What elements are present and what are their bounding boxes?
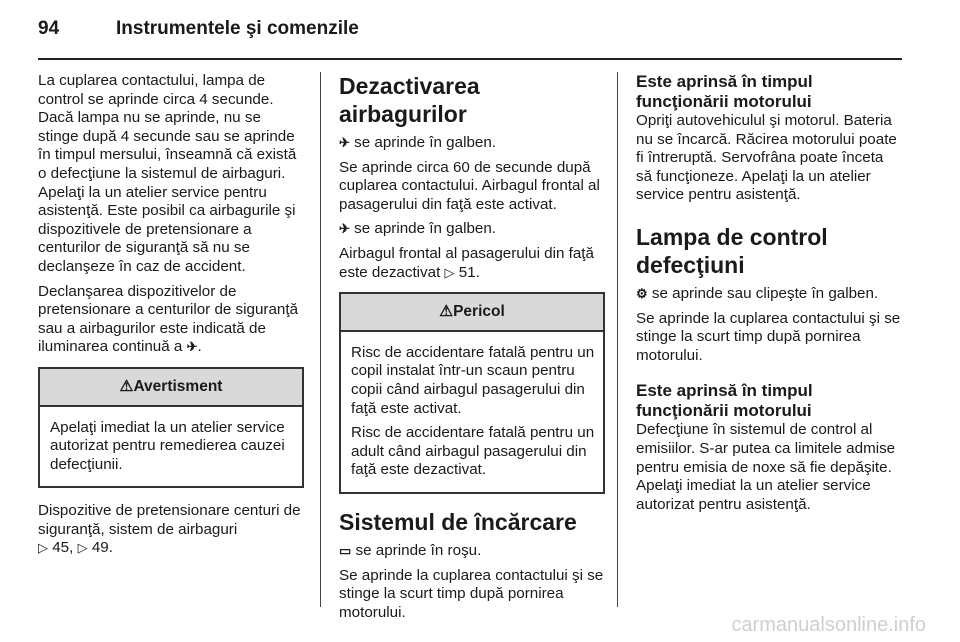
- danger-box-body: [341, 332, 603, 492]
- reference-arrow-icon: ▷: [444, 264, 455, 280]
- page-number: 94: [38, 18, 60, 39]
- section-heading: Dezactivarea airbagurilor: [339, 73, 480, 127]
- paragraph: Se aprinde la cuplarea contactului şi se stinge la scurt timp după pornirea motorului.: [636, 309, 901, 364]
- warning-text: Apelaţi imediat la un atelier service autorizat pentru remedierea cauzei defecţiunii.: [50, 418, 285, 473]
- paragraph: [38, 283, 304, 357]
- paragraph-text: se aprinde în galben.: [354, 134, 496, 151]
- paragraph: [636, 285, 902, 304]
- paragraph: Se aprinde circa 60 de secunde după cuplarea contactului. Airbagul frontal al pasagerului din faţă este activat.: [339, 158, 600, 213]
- column-1: [38, 72, 304, 564]
- warning-title: Avertisment: [133, 377, 223, 395]
- paragraph: Opriţi autovehiculul şi motorul. Bateria nu se încarcă. Răcirea motorului poate fi întreruptă. Servofrâna poate înceta să funcţioneze. Apelaţi la un atelier service pentru asistenţă.: [636, 112, 897, 204]
- paragraph-text: Airbagul frontal al pasagerului din faţă este dezactivat: [339, 244, 594, 281]
- warning-box-header: [40, 369, 302, 407]
- page-reference[interactable]: 49.: [91, 539, 113, 557]
- warning-triangle-icon: ⚠: [119, 377, 134, 395]
- subsection-heading: Este aprinsă în timpul funcţionării motorului: [636, 72, 813, 111]
- section-heading: Lampa de control defecţiuni: [636, 223, 828, 278]
- danger-box-header: [341, 294, 603, 332]
- paragraph: [38, 502, 304, 558]
- watermark: carmanualsonline.info: [731, 614, 926, 636]
- page-reference[interactable]: 45,: [52, 539, 74, 557]
- danger-text: Risc de accidentare fatală pentru un copil instalat într-un scaun pentru copii când airbagul pasagerului din faţă este activat.: [351, 343, 595, 417]
- paragraph-text: se aprinde în roşu.: [355, 541, 482, 559]
- danger-text: Risc de accidentare fatală pentru un adult când airbagul pasagerului din faţă este dezactivat.: [351, 424, 595, 479]
- engine-icon: ⚙: [636, 285, 648, 301]
- paragraph: Se aprinde la cuplarea contactului şi se stinge la scurt timp după pornirea motorului.: [339, 566, 604, 621]
- airbag-on-icon: ✈: [339, 135, 350, 150]
- danger-title: Pericol: [453, 303, 505, 321]
- column-divider: [320, 72, 321, 607]
- warning-box-body: [40, 407, 302, 487]
- reference-arrow-icon: ▷: [38, 540, 48, 556]
- page-title: Instrumentele şi comenzile: [116, 18, 359, 39]
- paragraph: [339, 134, 605, 153]
- reference-arrow-icon: ▷: [77, 540, 88, 556]
- paragraph-text: se aprinde în galben.: [354, 220, 496, 238]
- column-3: [636, 72, 902, 520]
- battery-icon: ▭: [339, 542, 352, 558]
- paragraph-text: se aprinde sau clipeşte în galben.: [651, 284, 879, 302]
- paragraph: [339, 220, 605, 239]
- paragraph-end: .: [197, 338, 202, 356]
- paragraph-text: Declanşarea dispozitivelor de pretensionare a centurilor de siguranţă sau a airbagurilor este indicată de iluminarea continuă a: [38, 282, 299, 356]
- column-2: [339, 72, 605, 628]
- page-reference[interactable]: 51.: [458, 263, 480, 281]
- warning-box: [38, 367, 304, 488]
- page-header: [38, 18, 359, 40]
- airbag-off-icon: ✈: [339, 221, 350, 237]
- paragraph: [339, 245, 605, 282]
- paragraph: Defecţiune în sistemul de control al emisiilor. S-ar putea ca limitele admise pentru emisia de noxe să fie depăşite. Apelaţi imediat la un atelier service autorizat pentru asistenţă.: [636, 421, 896, 513]
- airbag-icon: ✈: [186, 339, 198, 355]
- paragraph-text: Dispozitive de pretensionare centuri de siguranţă, sistem de airbaguri: [38, 502, 301, 538]
- paragraph: La cuplarea contactului, lampa de control se aprinde circa 4 secunde. Dacă lampa nu se aprinde, nu se stinge după 4 secunde sau se aprinde în timpul mersului, înseamnă că există o defecţiune la sistemul de airbaguri. Apelaţi la un atelier service pentru asistenţă. Este posibil ca airbagurile şi dispozitivele de pretensionare a centurilor de siguranţă să nu se declanşeze în caz de accident.: [38, 72, 297, 275]
- section-heading: Sistemul de încărcare: [339, 508, 577, 535]
- paragraph: [339, 542, 605, 561]
- subsection-heading: Este aprinsă în timpul funcţionării motorului: [636, 381, 813, 421]
- danger-box: [339, 292, 605, 494]
- warning-triangle-icon: ⚠: [439, 303, 454, 321]
- header-rule: [38, 58, 902, 60]
- column-divider: [617, 72, 618, 607]
